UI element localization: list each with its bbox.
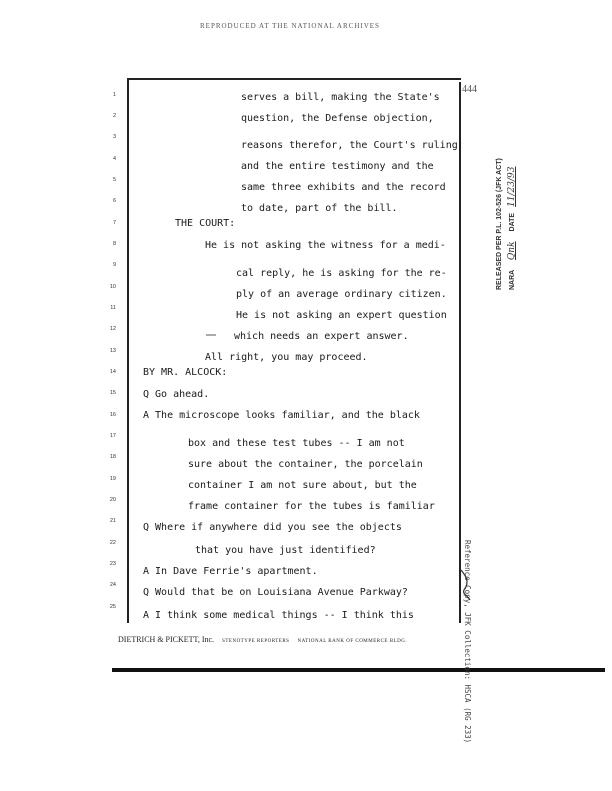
line-number: 23 (109, 561, 116, 567)
frame-top-border (127, 78, 461, 80)
line-number: 24 (109, 582, 116, 588)
line-number: 16 (109, 412, 116, 418)
transcript-line: He is not asking an expert question (236, 310, 447, 321)
line-number: 9 (112, 262, 116, 268)
line-number: 2 (112, 113, 116, 119)
transcript-line: and the entire testimony and the (241, 161, 434, 172)
line-number: 15 (109, 390, 116, 396)
line-number: 21 (109, 518, 116, 524)
nara-label: NARA (509, 270, 516, 290)
margin-pen-mark (458, 568, 474, 602)
line-number: 6 (112, 198, 116, 204)
footer-role: STENOTYPE REPORTERS (222, 639, 290, 644)
reference-copy-note: Reference Copy, JFK Collection: HSCA (RG 233) (463, 540, 472, 744)
reporter-footer (118, 635, 407, 644)
transcript-line: container I am not sure about, but the (188, 480, 417, 491)
transcript-line: that you have just identified? (195, 545, 376, 556)
line-number: 11 (110, 305, 116, 311)
transcript-line: A In Dave Ferrie's apartment. (143, 566, 318, 577)
transcript-line: which needs an expert answer. (234, 331, 409, 342)
line-number: 19 (109, 476, 116, 482)
line-number: 20 (109, 497, 116, 503)
line-number: 18 (109, 454, 116, 460)
line-number: 4 (112, 156, 116, 162)
line-number: 22 (109, 540, 116, 546)
page-number: 444 (462, 84, 477, 95)
transcript-line: cal reply, he is asking for the re- (236, 268, 447, 279)
footer-company: DIETRICH & PICKETT, Inc. (118, 635, 215, 644)
transcript-line: sure about the container, the porcelain (188, 459, 423, 470)
line-number: 12 (109, 326, 116, 332)
transcript-line: He is not asking the witness for a medi- (205, 240, 446, 251)
line-number: 17 (109, 433, 116, 439)
line-number: 25 (109, 604, 116, 610)
transcript-line: Q Where if anywhere did you see the objects (143, 522, 402, 533)
transcript-line: serves a bill, making the State's (241, 92, 440, 103)
line-number: 14 (109, 369, 116, 375)
line-number: 1 (112, 92, 116, 98)
line-number: 7 (112, 220, 116, 226)
nara-stamp (507, 167, 517, 290)
transcript-line: All right, you may proceed. (205, 352, 368, 363)
transcript-line: frame container for the tubes is familiar (188, 501, 435, 512)
date-value: 11/23/93 (507, 166, 517, 207)
date-label: DATE (509, 212, 516, 232)
line-number: 3 (112, 134, 116, 140)
margin-tick-mark (205, 332, 217, 338)
transcript-line: to date, part of the bill. (241, 203, 398, 214)
transcript-line: ply of an average ordinary citizen. (236, 289, 447, 300)
archives-header-stamp: REPRODUCED AT THE NATIONAL ARCHIVES (200, 22, 380, 30)
footer-address: NATIONAL BANK OF COMMERCE BLDG. (297, 639, 408, 644)
transcript-line: Q Go ahead. (143, 389, 210, 400)
frame-right-border (459, 82, 461, 623)
transcript-line: BY MR. ALCOCK: (143, 367, 228, 378)
footer-rule (112, 668, 605, 672)
transcript-line: reasons therefor, the Court's ruling (241, 140, 458, 151)
transcript-line: same three exhibits and the record (241, 182, 446, 193)
line-number: 10 (109, 284, 116, 290)
line-number: 5 (112, 177, 116, 183)
line-number: 13 (109, 348, 116, 354)
frame-left-border (127, 78, 129, 623)
transcript-line: A The microscope looks familiar, and the black (143, 410, 420, 421)
transcript-line: Q Would that be on Louisiana Avenue Parkway? (143, 587, 408, 598)
transcript-line: THE COURT: (175, 218, 236, 229)
line-number: 8 (112, 241, 116, 247)
transcript-line: A I think some medical things -- I think this (143, 610, 414, 621)
transcript-line: box and these test tubes -- I am not (188, 438, 405, 449)
release-stamp: RELEASED PER P.L. 102-526 (JFK ACT) (496, 158, 503, 290)
transcript-line: question, the Defense objection, (241, 113, 434, 124)
nara-initials: Qnk (507, 241, 517, 261)
